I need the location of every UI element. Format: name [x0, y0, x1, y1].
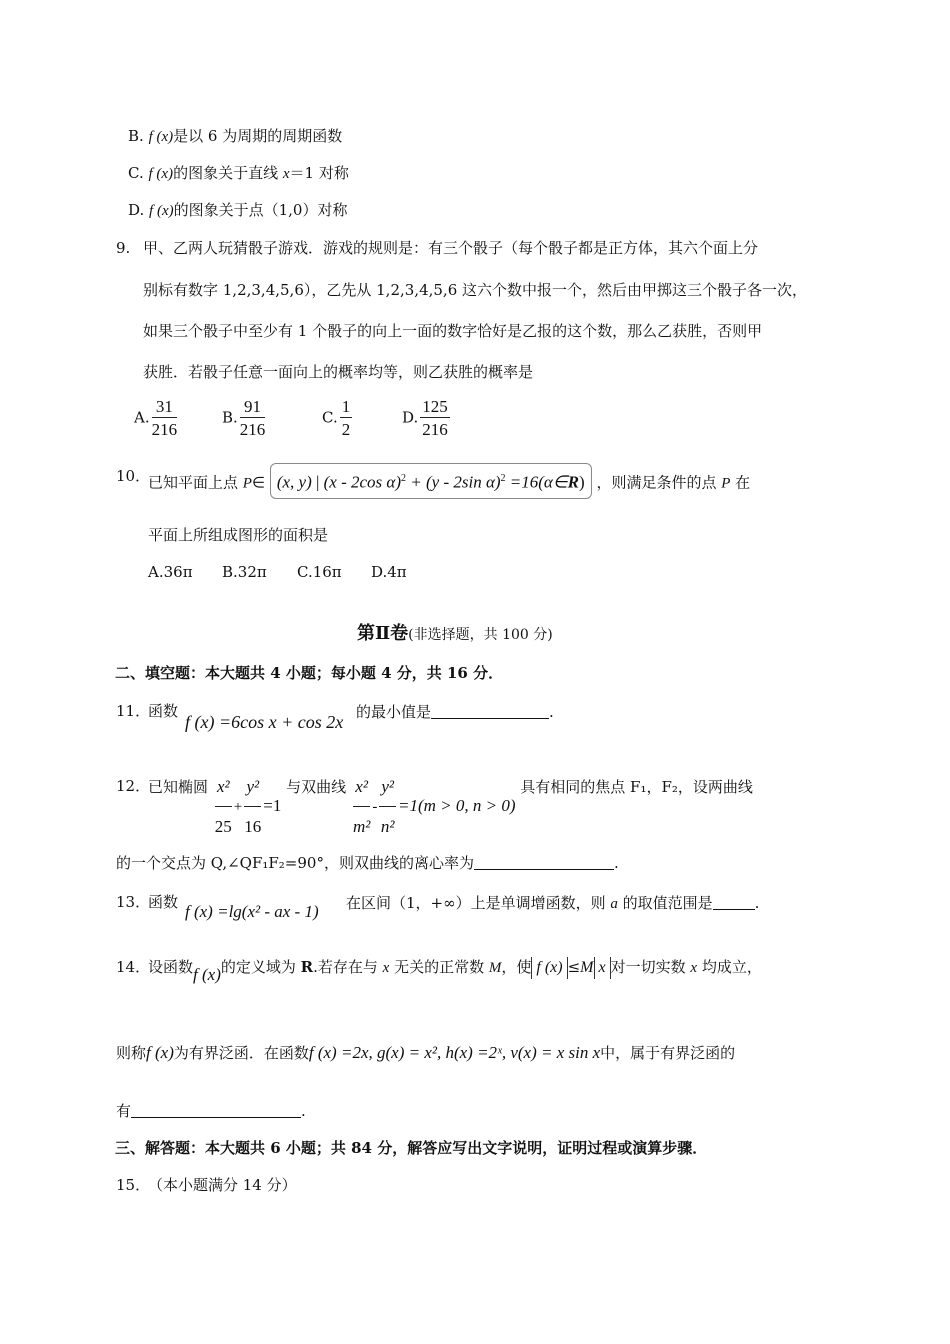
q15-text: （本小题满分 14 分）	[148, 1176, 297, 1194]
q14-functions: f (x) =2x, g(x) = x², h(x) =2ˣ, v(x) = x sin x	[308, 1043, 601, 1062]
fraction: $\frac{1}{2}$	[341, 397, 351, 439]
section-2-heading: 二、填空题：本大题共 4 小题；每小题 4 分，共 16 分．	[115, 664, 504, 682]
fraction: $\frac{31}{216}$	[151, 397, 178, 439]
q13-lead: 函数	[148, 893, 179, 911]
q8-option-b: B. f (x)是以 6 为周期的周期函数	[128, 127, 343, 145]
fx-expr: f (x)	[148, 166, 174, 182]
abs-x: x	[594, 957, 611, 979]
q10-line-1: 已知平面上点 P∈ (x, y) | (x - 2cos α)$^2$ + (y - 2sin α)$^2$ =16(α∈R) ，则满足条件的点 P 在	[148, 463, 750, 499]
q9-option-c: C. $\frac{1}{2}$	[322, 397, 351, 439]
answer-blank[interactable]	[131, 1103, 301, 1118]
q14-line-2: 则称f (x)为有界泛函．在函数f (x) =2x, g(x) = x², h(x) =2ˣ, v(x) = x sin x中，属于有界泛函的	[116, 1043, 736, 1062]
q9-option-b: B. $\frac{91}{216}$	[222, 397, 266, 439]
fraction: $\frac{91}{216}$	[239, 397, 266, 439]
q9-line-2: 别标有数字 1,2,3,4,5,6），乙先从 1,2,3,4,5,6 这六个数中报一个，然后由甲掷这三个骰子各一次，	[143, 281, 808, 299]
answer-blank[interactable]	[431, 704, 549, 719]
fraction: $\frac{\text{y²}}{\text{n²}}$	[379, 770, 396, 844]
section-3-heading: 三、解答题：本大题共 6 小题；共 84 分，解答应写出文字说明，证明过程或演算步骤．	[115, 1139, 708, 1157]
q9-number: 9.	[116, 239, 131, 257]
q14-line-3: 有 .	[116, 1102, 306, 1120]
part-2-subtitle: (非选择题，共 100 分)	[408, 627, 553, 643]
q11-number: 11．	[116, 702, 151, 720]
part-2-heading	[357, 625, 553, 643]
fx-expr: f (x)	[149, 203, 174, 219]
q12-line-1: 已知椭圆 $\frac{\text{x²}}{25}$ + $\frac{\text{y²}}{16}$ =1 与双曲线 $\frac{\text{x²}}{\text{m²}}$ - $\frac{\text{y²}}{\text{n²}}$ =1(m > 0, n > 0) 具有相同的焦点 F₁，F₂，设两曲线	[148, 770, 753, 844]
q13-formula: f (x) =lg(x² - ax - 1)	[185, 902, 319, 921]
q10-option-b: B.32π	[222, 563, 267, 581]
q15-number: 15．	[116, 1176, 151, 1194]
fraction: $\frac{\text{x²}}{\text{m²}}$	[353, 770, 370, 844]
q11-lead: 函数	[148, 702, 179, 720]
q8-option-d: D. f (x)的图象关于点（1,0）对称	[128, 201, 348, 219]
q10-line-2: 平面上所组成图形的面积是	[148, 526, 329, 544]
part-2-title: 第Ⅱ卷	[357, 623, 409, 644]
answer-blank[interactable]	[713, 895, 755, 910]
q12-number: 12．	[116, 777, 151, 795]
q9-line-1: 甲、乙两人玩猜骰子游戏．游戏的规则是：有三个骰子（每个骰子都是正方体，其六个面上分	[143, 239, 759, 257]
q9-option-a: A. $\frac{31}{216}$	[134, 397, 178, 439]
q10-option-a: A.36π	[148, 563, 193, 581]
q12-line-2: 的一个交点为 Q,∠QF₁F₂=90°，则双曲线的离心率为 .	[116, 854, 619, 872]
q14-number: 14．	[116, 958, 151, 976]
q11-formula: f (x) =6cos x + cos 2x	[185, 712, 344, 732]
set-expression: (x, y) | (x - 2cos α)$^2$ + (y - 2sin α)$^2$ =16(α∈R)	[270, 463, 592, 499]
q10-number: 10．	[116, 467, 151, 485]
q10-option-c: C.16π	[297, 563, 342, 581]
q9-line-4: 获胜．若骰子任意一面向上的概率均等，则乙获胜的概率是	[143, 363, 534, 381]
q14-line-1: 设函数f (x)的定义域为 R.若存在与 x 无关的正常数 M，使 f (x) ≤M x 对一切实数 x 均成立，	[148, 958, 762, 984]
q10-option-d: D.4π	[371, 563, 407, 581]
q9-option-d: D. $\frac{125}{216}$	[402, 397, 448, 439]
answer-blank[interactable]	[474, 855, 614, 870]
q13-number: 13．	[116, 893, 151, 911]
fraction: $\frac{\text{y²}}{16}$	[244, 770, 261, 844]
fraction: $\frac{125}{216}$	[422, 397, 448, 439]
q11-tail: 的最小值是 .	[356, 703, 554, 721]
fraction: $\frac{\text{x²}}{25}$	[215, 770, 232, 844]
q13-tail: 在区间（1，+∞）上是单调增函数，则 a 的取值范围是 .	[346, 894, 760, 912]
abs-fx: f (x)	[531, 957, 567, 979]
fx-expr: f (x)	[148, 129, 174, 145]
q8-option-c: C. f (x)的图象关于直线 x＝1 对称	[128, 164, 349, 182]
q9-line-3: 如果三个骰子中至少有 1 个骰子的向上一面的数字恰好是乙报的这个数，那么乙获胜，否则甲	[143, 322, 763, 340]
